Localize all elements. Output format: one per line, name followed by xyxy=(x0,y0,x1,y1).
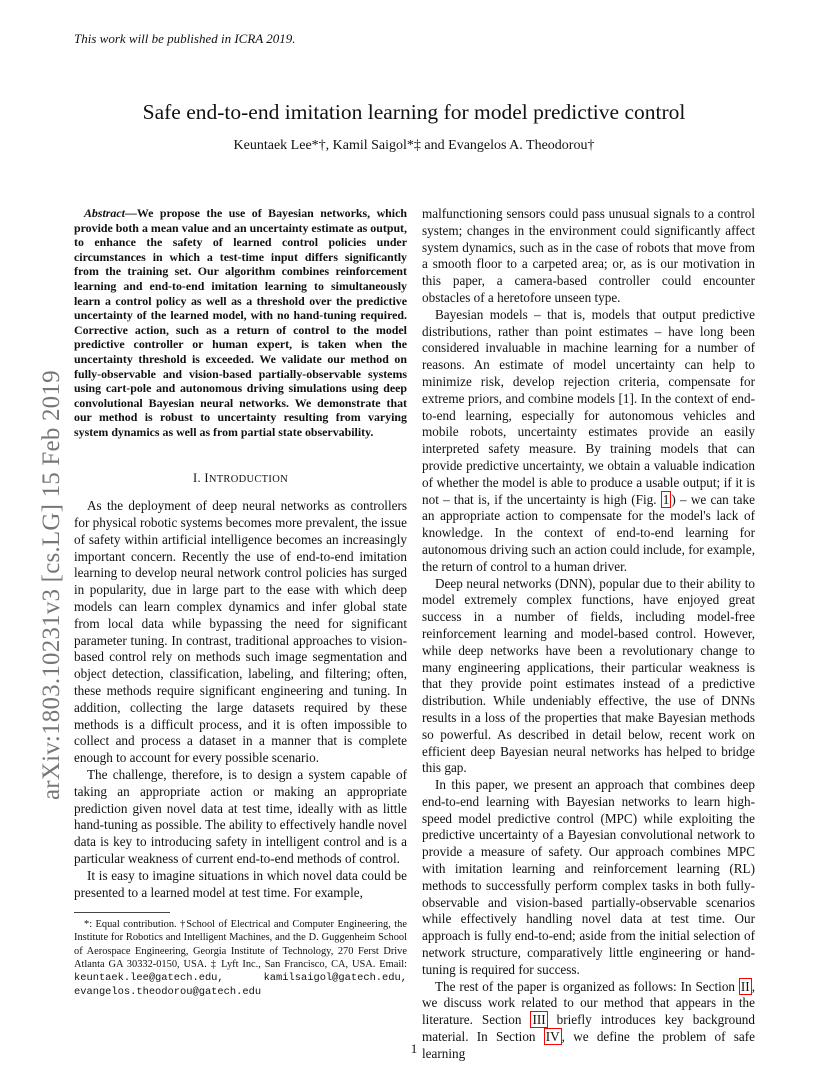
right-paragraph-1: malfunctioning sensors could pass unusual signals to a control system; changes in the environment could significantly affect system dynamics, such as in the case of robots that move from a smooth floor to a carpeted area; or, as is our motivation in this paper, a camera-based controller could encounter obstacles of a heretofore unseen type. xyxy=(422,206,755,305)
section-ref-link-iv[interactable]: IV xyxy=(545,1029,560,1045)
page-number: 1 xyxy=(410,1041,418,1056)
abstract xyxy=(74,206,407,440)
footnote-rule xyxy=(74,912,170,913)
intro-paragraph-3: It is easy to imagine situations in which novel data could be presented to a learned model at test time. For example, xyxy=(74,867,407,900)
publication-notice: This work will be published in ICRA 2019. xyxy=(74,31,296,46)
right-column xyxy=(422,206,755,1063)
abstract-text: We propose the use of Bayesian networks, which provide both a mean value and an uncertainty estimate as output, to enhance the safety of learned control policies under circumstances in which a test-time input differs significantly from the training set. Our algorithm combines reinforcement learning and end-to-end imitation learning to simultaneously learn a control policy as well as a threshold over the predictive uncertainty of the learned model, with no hand-tuning required. Corrective action, such as a return of control to the model predictive controller or human expert, is taken when the uncertainty threshold is exceeded. We validate our method on fully-observable and vision-based partially-observable systems using cart-pole and autonomous driving simulations using deep convolutional Bayesian neural networks. We demonstrate that our method is robust to uncertainty resulting from varying system dynamics as well as from partial state observability. xyxy=(74,206,407,439)
footnote-text: *: Equal contribution. †School of Electrical and Computer Engineering, the Institute for Robotics and Intelligent Machines, and the D. Guggenheim School of Aerospace Engineering, Georgia Institute of Technology, 270 Ferst Drive Atlanta GA 30332-0150, USA. ‡ Lyft Inc., San Francisco, CA, USA. Email: xyxy=(74,919,407,970)
intro-paragraph-1: As the deployment of deep neural networks as controllers for physical robotic systems becomes more prevalent, the issue of safety within artificial intelligence becomes an increasingly important concern. Recently the use of end-to-end imitation learning to develop neural network control policies has surged in popularity, due in large part to the ease with which deep models can learn complex dynamics and infer global state from local data while bypassing the need for significant parameter tuning. In contrast, traditional approaches to vision-based control rely on methods such image segmentation and object detection, classification, labeling, and filtering; often, these methods require significant engineering and tuning. In addition, collecting the large datasets required by these methods is a difficult process, and it is often impossible to collect and process a dataset in a manner that is complete enough to account for every possible scenario. xyxy=(74,498,407,766)
paper-title: Safe end-to-end imitation learning for model predictive control xyxy=(142,100,686,124)
right-paragraph-4: In this paper, we present an approach that combines deep end-to-end learning with Bayesian networks to learn high-speed model predictive control (MPC) while exploiting the predictive uncertainty of a Bayesian convolutional network to provide a measure of safety. Our approach combines MPC with imitation learning and reinforcement learning (RL) methods to successfully perform complex tasks in both fully-observable and vision-based partially-observable scenarios while effectively handling novel data at test time. Our approach is fully end-to-end; aside from the initial selection of network structure, comparatively little engineering or hand-tuning is required for success. xyxy=(422,777,755,977)
section-ref-link-iii[interactable]: III xyxy=(532,1012,546,1028)
right-paragraph-2: Bayesian models – that is, models that output predictive distributions, rather than point estimates – have long been considered invaluable in machine learning for a number of reasons. An estimate of model uncertainty can help to minimize risk, develop rejection criteria, compensate for extreme priors, and combine models [1]. In the context of end-to-end learning, especially for autonomous vehicles and mobile robots, uncertainty estimates provide an easily interpreted safety measure. By training models that can provide predictive uncertainty, we obtain a valuable indication of whether the model is able to produce a usable output; if it is not – that is, if the uncertainty is high (Fig. 1 ) – we can take an appropriate action to compensate for the model's lack of knowledge. In the context of end-to-end learning for autonomous driving such an action could include, for example, the return of control to a human driver. xyxy=(422,306,755,574)
intro-paragraph-2: The challenge, therefore, is to design a system capable of taking an appropriate action or making an appropriate prediction given novel data at test time, ideally with as little hand-tuning as possible. The ability to effectively handle novel data is key to introducing safety in intelligent control and is a particular weakness of current end-to-end methods of control. xyxy=(74,767,407,867)
left-column xyxy=(74,206,407,901)
figure-ref-link[interactable]: 1 xyxy=(662,491,670,507)
section-ref-link-ii[interactable]: II xyxy=(740,978,750,994)
arxiv-identifier: arXiv:1803.10231v3 [cs.LG] 15 Feb 2019 xyxy=(38,370,65,800)
footnote xyxy=(74,918,407,1000)
right-paragraph-3: Deep neural networks (DNN), popular due to their ability to model extremely complex functions, have enjoyed great success in a number of fields, including model-free reinforcement learning and model-based control. However, while deep networks have been a revolutionary change to many engineering applications, their particular weakness is that they provide point estimates instead of a predictive distribution. While undeniably effective, the use of DNNs results in a loss of the properties that make Bayesian methods so powerful. As described in detail below, recent work on efficient deep Bayesian neural networks has helped to bridge this gap. xyxy=(422,575,755,776)
section-heading-introduction: I. INTRODUCTION xyxy=(193,470,288,485)
footnote-emails: keuntaek.lee@gatech.edu, kamilsaigol@gatech.edu, evangelos.theodorou@gatech.edu xyxy=(74,972,407,999)
right-paragraph-5: The rest of the paper is organized as follows: In Section II , we discuss work related to our method that appears in the literature. Section III briefly introduces key background material. In Section IV , we define the problem of safe learning xyxy=(422,978,755,1061)
abstract-label: Abstract— xyxy=(84,206,137,220)
paper-authors: Keuntaek Lee*†, Kamil Saigol*‡ and Evangelos A. Theodorou† xyxy=(233,138,595,153)
